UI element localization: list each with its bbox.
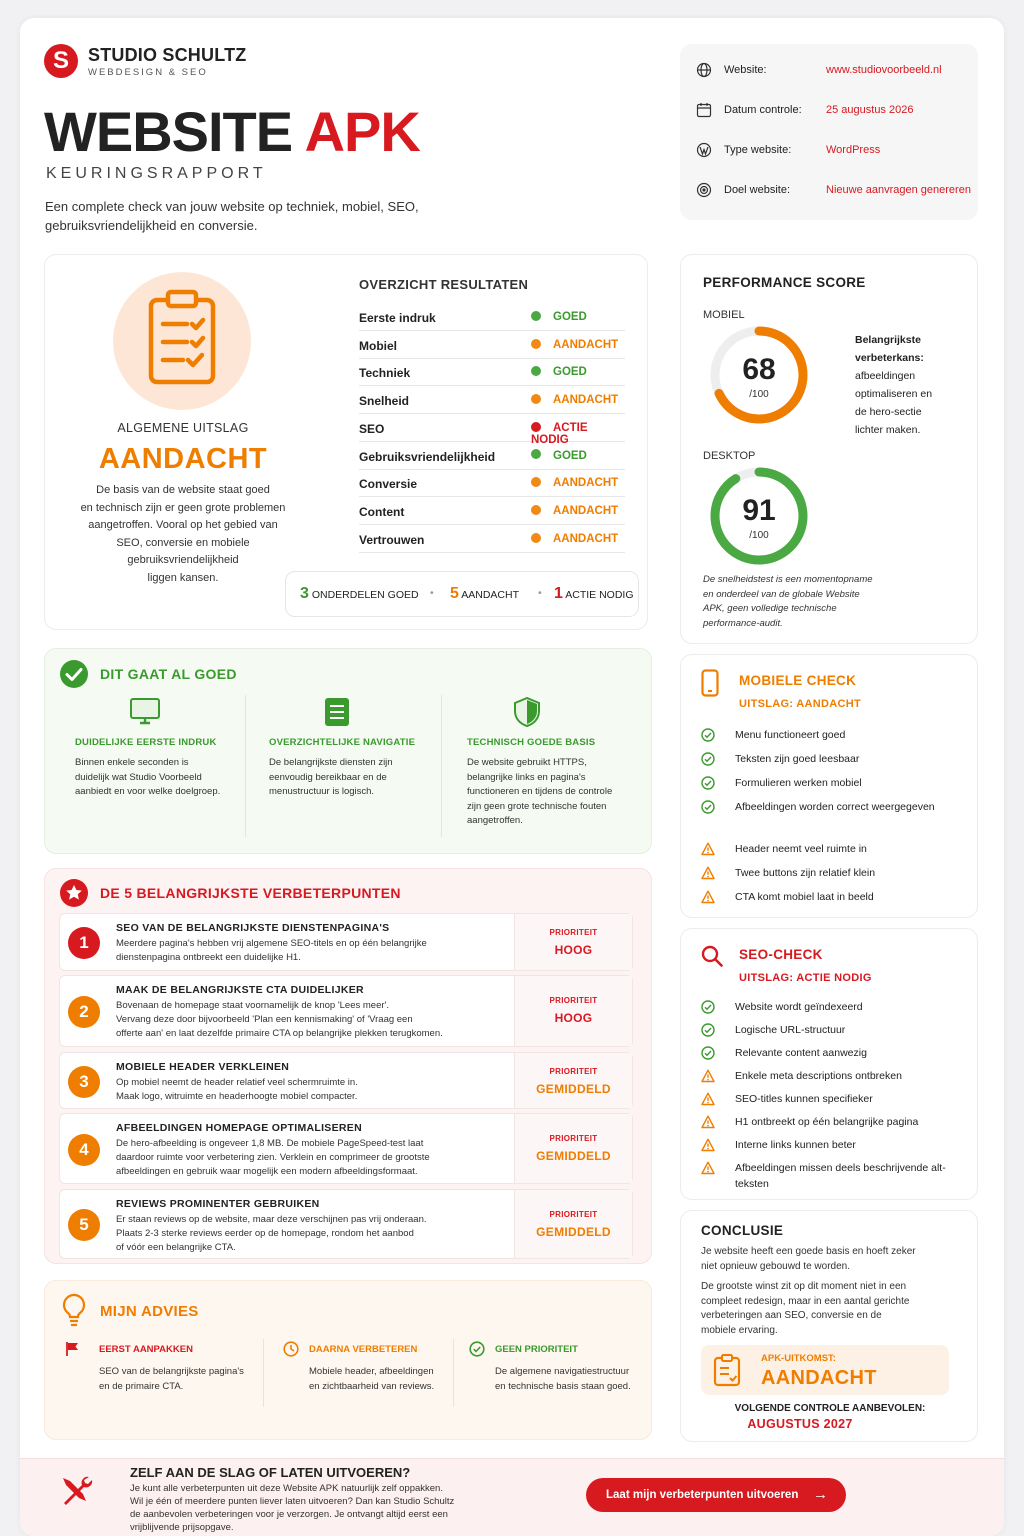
- meta-goal: Doel website: Nieuwe aanvragen genereren: [696, 180, 986, 202]
- improvement-text: Er staan reviews op de website, maar deze verschijnen pas vrij onderaan. Plaats 2-3 sterke reviews eerder op de homepage, rondom het aanbod of vóór een belangrijke CTA.: [116, 1214, 427, 1253]
- improvement-title: REVIEWS PROMINENTER GEBRUIKEN: [116, 1198, 320, 1210]
- star-icon: [59, 878, 89, 908]
- check-circle-icon: [59, 659, 89, 689]
- result-name: Techniek: [359, 366, 411, 381]
- improvement-item: [59, 1113, 633, 1184]
- status-dot-icon: [531, 505, 541, 515]
- clock-icon: [283, 1341, 299, 1357]
- improvement-number: 3: [68, 1066, 100, 1098]
- priority-badge: PRIORITEIT GEMIDDELD: [514, 1053, 632, 1108]
- warning-icon: [701, 1161, 715, 1175]
- logo-icon: S: [44, 44, 78, 78]
- seo-check-title: SEO-CHECK: [739, 947, 823, 962]
- improvement-item: [59, 1189, 633, 1259]
- improvements-title: DE 5 BELANGRIJKSTE VERBETERPUNTEN: [100, 885, 401, 901]
- status-dot-icon: [531, 533, 541, 543]
- document-icon: [324, 697, 350, 727]
- good-item-first-impression: DUIDELIJKE EERSTE INDRUK Binnen enkele seconden is duidelijk wat Studio Voorbeeld aanbiedt en voor welke doelgroep.: [75, 697, 245, 800]
- results-summary: 3 ONDERDELEN GOED • 5 AANDACHT • 1 ACTIE NODIG: [285, 571, 639, 617]
- brand-name: STUDIO SCHULTZ: [88, 45, 247, 65]
- warning-icon: [701, 1138, 715, 1152]
- seo-check-verdict: UITSLAG: ACTIE NODIG: [739, 972, 872, 984]
- warning-icon: [701, 842, 715, 856]
- conclusion-card: [680, 1210, 978, 1442]
- status-dot-icon: [531, 366, 541, 376]
- mobile-score-value: 68: [742, 353, 776, 386]
- brand-tagline: WEBDESIGN & SEO: [88, 67, 208, 78]
- overall-text: De basis van de website staat goed en technisch zijn er geen grote problemen aangetroffen. Vooral op het gebied van SEO, conversie en mobiele gebruiksvriendelijkheid liggen kansen.: [80, 484, 286, 584]
- improvements-section: [44, 868, 652, 1264]
- result-name: Mobiel: [359, 338, 397, 353]
- globe-icon: [696, 62, 712, 78]
- footer-text: Je kunt alle verbeterpunten uit deze Website APK natuurlijk zelf oppakken. Wil je één of meerdere punten liever laten uitvoeren? Dan kan Studio Schultz de aanbevolen verbeteringen voor je verzorgen. Je ontvangt altijd eerst een vrijblijvende prijsopgave.: [130, 1483, 455, 1533]
- result-status: AANDACHT: [531, 394, 618, 406]
- clipboard-icon: [713, 1353, 741, 1387]
- good-item-technical: TECHNISCH GOEDE BASIS De website gebruikt HTTPS, belangrijke links en pagina's functioneren en tijdens de controle zijn geen grote technische fouten aangetroffen.: [467, 697, 647, 829]
- meta-box: [680, 44, 978, 220]
- clipboard-icon: [113, 272, 251, 410]
- meta-type: Type website: WordPress: [696, 140, 986, 162]
- improvement-item: [59, 913, 633, 971]
- monitor-icon: [129, 697, 161, 725]
- result-status: GOED: [531, 311, 587, 323]
- footer-title: ZELF AAN DE SLAG OF LATEN UITVOEREN?: [130, 1465, 411, 1480]
- performance-tip: Belangrijkste verbeterkans: afbeeldingen optimaliseren en de hero-sectie lichter maken.: [855, 334, 933, 436]
- seo-check-card: SEO-CHECK UITSLAG: ACTIE NODIG Website wordt geïndexeerd Logische URL-structuur Relevante content aanwezig Enkele meta descriptions ontbreken SEO-titles kunnen specifieker H1 ontbreekt op één belangrijke pagina Interne links kunnen beter Afbeeldingen missen deels beschrijvende alt-teksten: [680, 928, 978, 1200]
- status-dot-icon: [531, 311, 541, 321]
- page-subtitle: KEURINGSRAPPORT: [46, 165, 267, 182]
- warning-icon: [701, 1092, 715, 1106]
- mobile-score-max: /100: [749, 389, 769, 400]
- status-dot-icon: [531, 477, 541, 487]
- results-table: [359, 303, 625, 555]
- result-row: [359, 386, 625, 414]
- priority-badge: PRIORITEIT HOOG: [514, 914, 632, 970]
- improvement-number: 5: [68, 1209, 100, 1241]
- priority-badge: PRIORITEIT GEMIDDELD: [514, 1114, 632, 1183]
- result-name: Gebruiksvriendelijkheid: [359, 449, 496, 464]
- performance-title: PERFORMANCE SCORE: [703, 275, 866, 290]
- result-name: Content: [359, 504, 405, 519]
- mobile-check-verdict: UITSLAG: AANDACHT: [739, 698, 862, 710]
- status-dot-icon: [531, 339, 541, 349]
- result-status: GOED: [531, 366, 587, 378]
- flag-icon: [65, 1341, 81, 1357]
- result-row: [359, 442, 625, 470]
- status-dot-icon: [531, 449, 541, 459]
- check-icon: [701, 728, 715, 742]
- mobile-score-label: MOBIEL: [703, 309, 745, 321]
- good-item-navigation: OVERZICHTELIJKE NAVIGATIE De belangrijkste diensten zijn eenvoudig bereikbaar en de menustructuur is logisch.: [269, 697, 439, 800]
- improvement-item: [59, 975, 633, 1047]
- advice-title: MIJN ADVIES: [100, 1303, 199, 1320]
- improvement-text: De hero-afbeelding is ongeveer 1,8 MB. De mobiele PageSpeed-test laat daardoor ruimte voor verbetering zien. Verklein en comprimeer de grootste afbeeldingen en gebruik waar mogelijk een modern afbeeldingsformaat.: [116, 1138, 430, 1177]
- result-status: AANDACHT: [531, 339, 618, 351]
- target-icon: [696, 182, 712, 198]
- next-check-date: AUGUSTUS 2027: [747, 1417, 853, 1431]
- status-dot-icon: [531, 394, 541, 404]
- result-status: AANDACHT: [531, 505, 618, 517]
- result-status: GOED: [531, 450, 587, 462]
- next-check-label: VOLGENDE CONTROLE AANBEVOLEN:: [734, 1403, 926, 1414]
- overall-label: ALGEMENE UITSLAG: [117, 421, 249, 435]
- check-icon: [701, 800, 715, 814]
- result-name: Snelheid: [359, 394, 410, 409]
- improvement-number: 2: [68, 996, 100, 1028]
- meta-date: Datum controle: 25 augustus 2026: [696, 100, 986, 122]
- wordpress-icon: [696, 142, 712, 158]
- result-name: Vertrouwen: [359, 532, 425, 547]
- overall-results-card: [44, 254, 648, 630]
- performance-note: De snelheidstest is een momentopname en onderdeel van de globale Website APK, geen volledige technische performance-audit.: [703, 574, 873, 629]
- improvement-number: 4: [68, 1134, 100, 1166]
- conclusion-p1: Je website heeft een goede basis en hoeft zeker niet opnieuw gebouwd te worden.: [701, 1246, 916, 1272]
- desktop-score-label: DESKTOP: [703, 450, 756, 462]
- page-title: WEBSITE APK: [44, 100, 420, 163]
- priority-badge: PRIORITEIT HOOG: [514, 976, 632, 1046]
- footer-banner: [20, 1458, 1004, 1536]
- result-row: [359, 469, 625, 497]
- arrow-right-icon: →: [813, 1486, 828, 1503]
- intro-text: Een complete check van jouw website op techniek, mobiel, SEO, gebruiksvriendelijkheid en conversie.: [45, 199, 419, 233]
- result-status: AANDACHT: [531, 533, 618, 545]
- improvement-item: [59, 1052, 633, 1109]
- warning-icon: [701, 866, 715, 880]
- result-row: [359, 331, 625, 359]
- smartphone-icon: [701, 669, 719, 697]
- result-name: SEO: [359, 421, 385, 436]
- result-row: [359, 525, 625, 553]
- improvement-number: 1: [68, 927, 100, 959]
- result-row: [359, 497, 625, 525]
- result-row: [359, 414, 625, 446]
- check-icon: [701, 1023, 715, 1037]
- check-circle-icon: [469, 1341, 485, 1357]
- lightbulb-icon: [61, 1293, 87, 1327]
- tools-icon: [58, 1473, 96, 1511]
- cta-button[interactable]: Laat mijn verbeterpunten uitvoeren →: [586, 1478, 846, 1512]
- improvement-title: MAAK DE BELANGRIJKSTE CTA DUIDELIJKER: [116, 984, 364, 996]
- calendar-icon: [696, 102, 712, 118]
- result-status: ACTIE NODIG: [531, 421, 588, 446]
- status-dot-icon: [531, 422, 541, 432]
- report-page: [20, 18, 1004, 1536]
- improvement-text: Meerdere pagina's hebben vrij algemene SEO-titels en op één belangrijke dienstenpagina ontbreekt een duidelijke H1.: [116, 938, 427, 963]
- mobile-check-card: MOBIELE CHECK UITSLAG: AANDACHT Menu functioneert goed Teksten zijn goed leesbaar Formulieren werken mobiel Afbeeldingen worden correct weergegeven Header neemt veel ruimte in Twee buttons zijn relatief klein CTA komt mobiel laat in beeld: [680, 654, 978, 918]
- conclusion-title: CONCLUSIE: [701, 1223, 784, 1238]
- improvement-title: SEO VAN DE BELANGRIJKSTE DIENSTENPAGINA'S: [116, 922, 390, 934]
- website-link[interactable]: www.studiovoorbeeld.nl: [826, 64, 942, 76]
- meta-website: Website: www.studiovoorbeeld.nl: [696, 60, 986, 82]
- improvement-text: Op mobiel neemt de header relatief veel schermruimte in. Maak logo, witruimte en headerhoogte mobiel compacter.: [116, 1077, 358, 1102]
- conclusion-p2: De grootste winst zit op dit moment niet in een compleet redesign, maar in een aantal gerichte verbeteringen aan SEO, conversie en de mobiele ervaring.: [701, 1281, 910, 1336]
- result-name: Eerste indruk: [359, 311, 436, 325]
- overall-verdict: AANDACHT: [98, 443, 268, 475]
- shield-icon: [513, 697, 541, 727]
- desktop-score-value: 91: [742, 494, 776, 527]
- result-status: AANDACHT: [531, 477, 618, 489]
- check-icon: [701, 752, 715, 766]
- good-title: DIT GAAT AL GOED: [100, 666, 237, 682]
- warning-icon: [701, 890, 715, 904]
- improvement-title: MOBIELE HEADER VERKLEINEN: [116, 1061, 290, 1073]
- search-icon: [701, 945, 723, 967]
- warning-icon: [701, 1069, 715, 1083]
- outcome-box: APK-UITKOMST: AANDACHT: [701, 1345, 949, 1395]
- improvement-title: AFBEELDINGEN HOMEPAGE OPTIMALISEREN: [116, 1122, 362, 1134]
- result-row: [359, 358, 625, 386]
- priority-badge: PRIORITEIT GEMIDDELD: [514, 1190, 632, 1258]
- good-section: [44, 648, 652, 854]
- advice-section: MIJN ADVIES EERST AANPAKKEN SEO van de belangrijkste pagina's en de primaire CTA. DAARNA VERBETEREN Mobiele header, afbeeldingen en zichtbaarheid van reviews. GEEN PRIORITEIT De algemene navigatiestructuur en technische basis staan goed.: [44, 1280, 652, 1440]
- check-icon: [701, 1000, 715, 1014]
- desktop-score-max: /100: [749, 530, 769, 541]
- result-row: [359, 303, 625, 331]
- check-icon: [701, 1046, 715, 1060]
- check-icon: [701, 776, 715, 790]
- performance-card: [680, 254, 978, 644]
- results-title: OVERZICHT RESULTATEN: [359, 277, 529, 292]
- improvement-text: Bovenaan de homepage staat voornamelijk de knop 'Lees meer'. Vervang deze door bijvoorbeeld 'Plan een kennismaking' of 'Vraag een offerte aan' en laat dezelfde primaire CTA op belangrijke plekken terugkomen.: [116, 1000, 443, 1039]
- warning-icon: [701, 1115, 715, 1129]
- mobile-check-title: MOBIELE CHECK: [739, 673, 857, 688]
- result-name: Conversie: [359, 477, 418, 492]
